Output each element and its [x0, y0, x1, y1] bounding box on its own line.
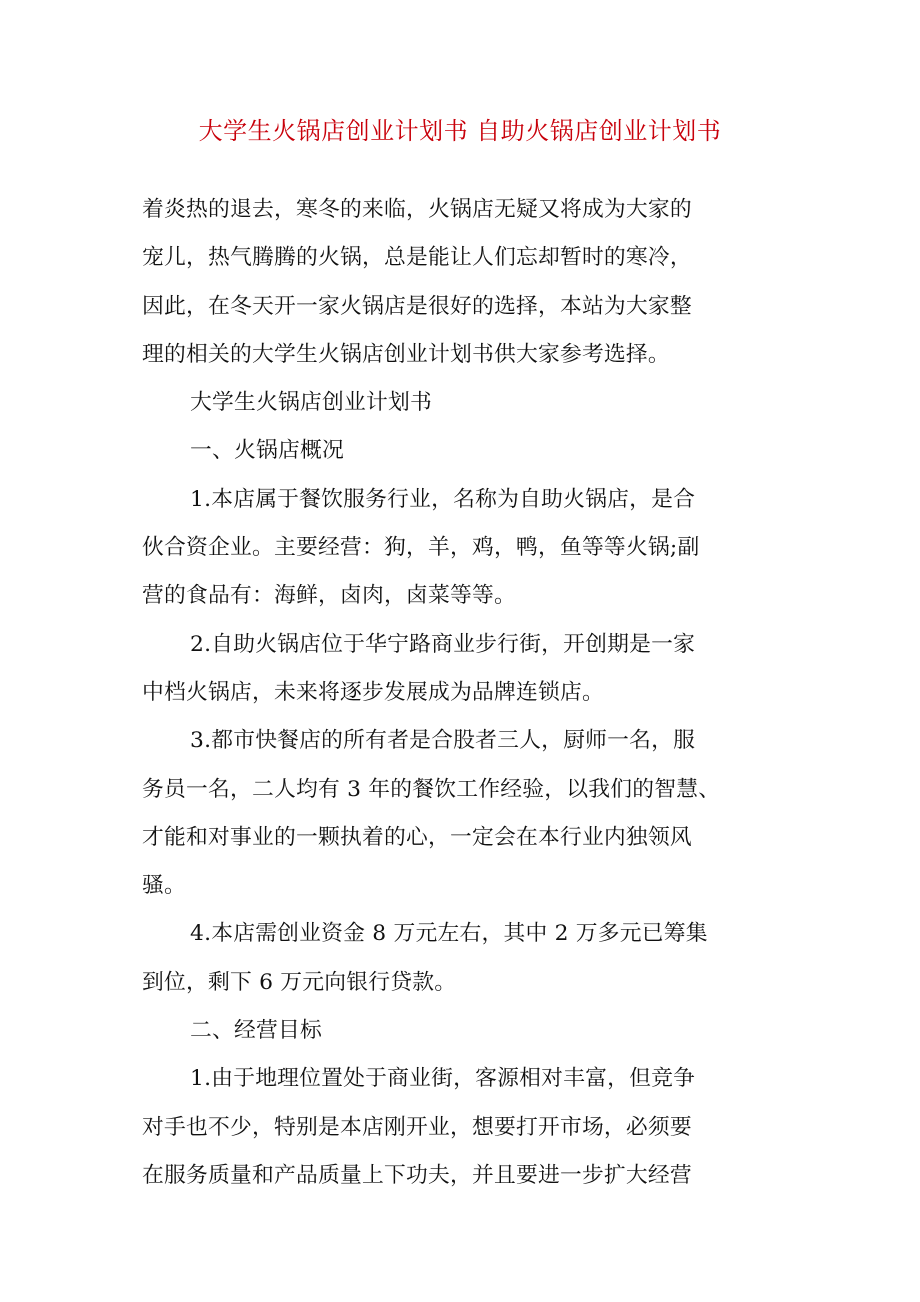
- paragraph-line: 才能和对事业的一颗执着的心，一定会在本行业内独领风: [142, 824, 692, 850]
- section-heading: 二、经营目标: [190, 1018, 322, 1044]
- paragraph-line: 理的相关的大学生火锅店创业计划书供大家参考选择。: [142, 341, 670, 367]
- paragraph-line: 中档火锅店，未来将逐步发展成为品牌连锁店。: [142, 679, 604, 705]
- paragraph-line: 因此，在冬天开一家火锅店是很好的选择，本站为大家整: [142, 293, 692, 319]
- paragraph-line: 在服务质量和产品质量上下功夫，并且要进一步扩大经营: [142, 1162, 692, 1188]
- paragraph-line: 营的食品有：海鲜，卤肉，卤菜等等。: [142, 583, 516, 609]
- paragraph-line: 骚。: [142, 873, 186, 899]
- paragraph-line: 宠儿，热气腾腾的火锅，总是能让人们忘却暂时的寒冷，: [142, 245, 692, 271]
- paragraph-line: 伙合资企业。主要经营：狗，羊，鸡，鸭，鱼等等火锅;副: [142, 535, 700, 561]
- paragraph-line: 1.由于地理位置处于商业街，客源相对丰富，但竞争: [190, 1066, 696, 1092]
- paragraph-line: 对手也不少，特别是本店刚开业，想要打开市场，必须要: [142, 1114, 692, 1140]
- paragraph-line: 到位，剩下 6 万元向银行贷款。: [142, 969, 457, 995]
- section-heading: 一、火锅店概况: [190, 438, 344, 464]
- paragraph-line: 务员一名，二人均有 3 年的餐饮工作经验，以我们的智慧、: [142, 776, 721, 802]
- paragraph-line: 着炎热的退去，寒冬的来临，火锅店无疑又将成为大家的: [142, 197, 692, 222]
- paragraph-line: 4.本店需创业资金 8 万元左右，其中 2 万多元已筹集: [190, 921, 708, 947]
- paragraph-line: 3.都市快餐店的所有者是合股者三人，厨师一名，服: [190, 728, 696, 754]
- subtitle-line: 大学生火锅店创业计划书: [190, 390, 432, 416]
- paragraph-line: 1.本店属于餐饮服务行业，名称为自助火锅店，是合: [190, 486, 696, 512]
- document-title: 大学生火锅店创业计划书 自助火锅店创业计划书: [198, 117, 722, 145]
- paragraph-line: 2.自助火锅店位于华宁路商业步行街，开创期是一家: [190, 631, 696, 657]
- document-body: [142, 186, 758, 1200]
